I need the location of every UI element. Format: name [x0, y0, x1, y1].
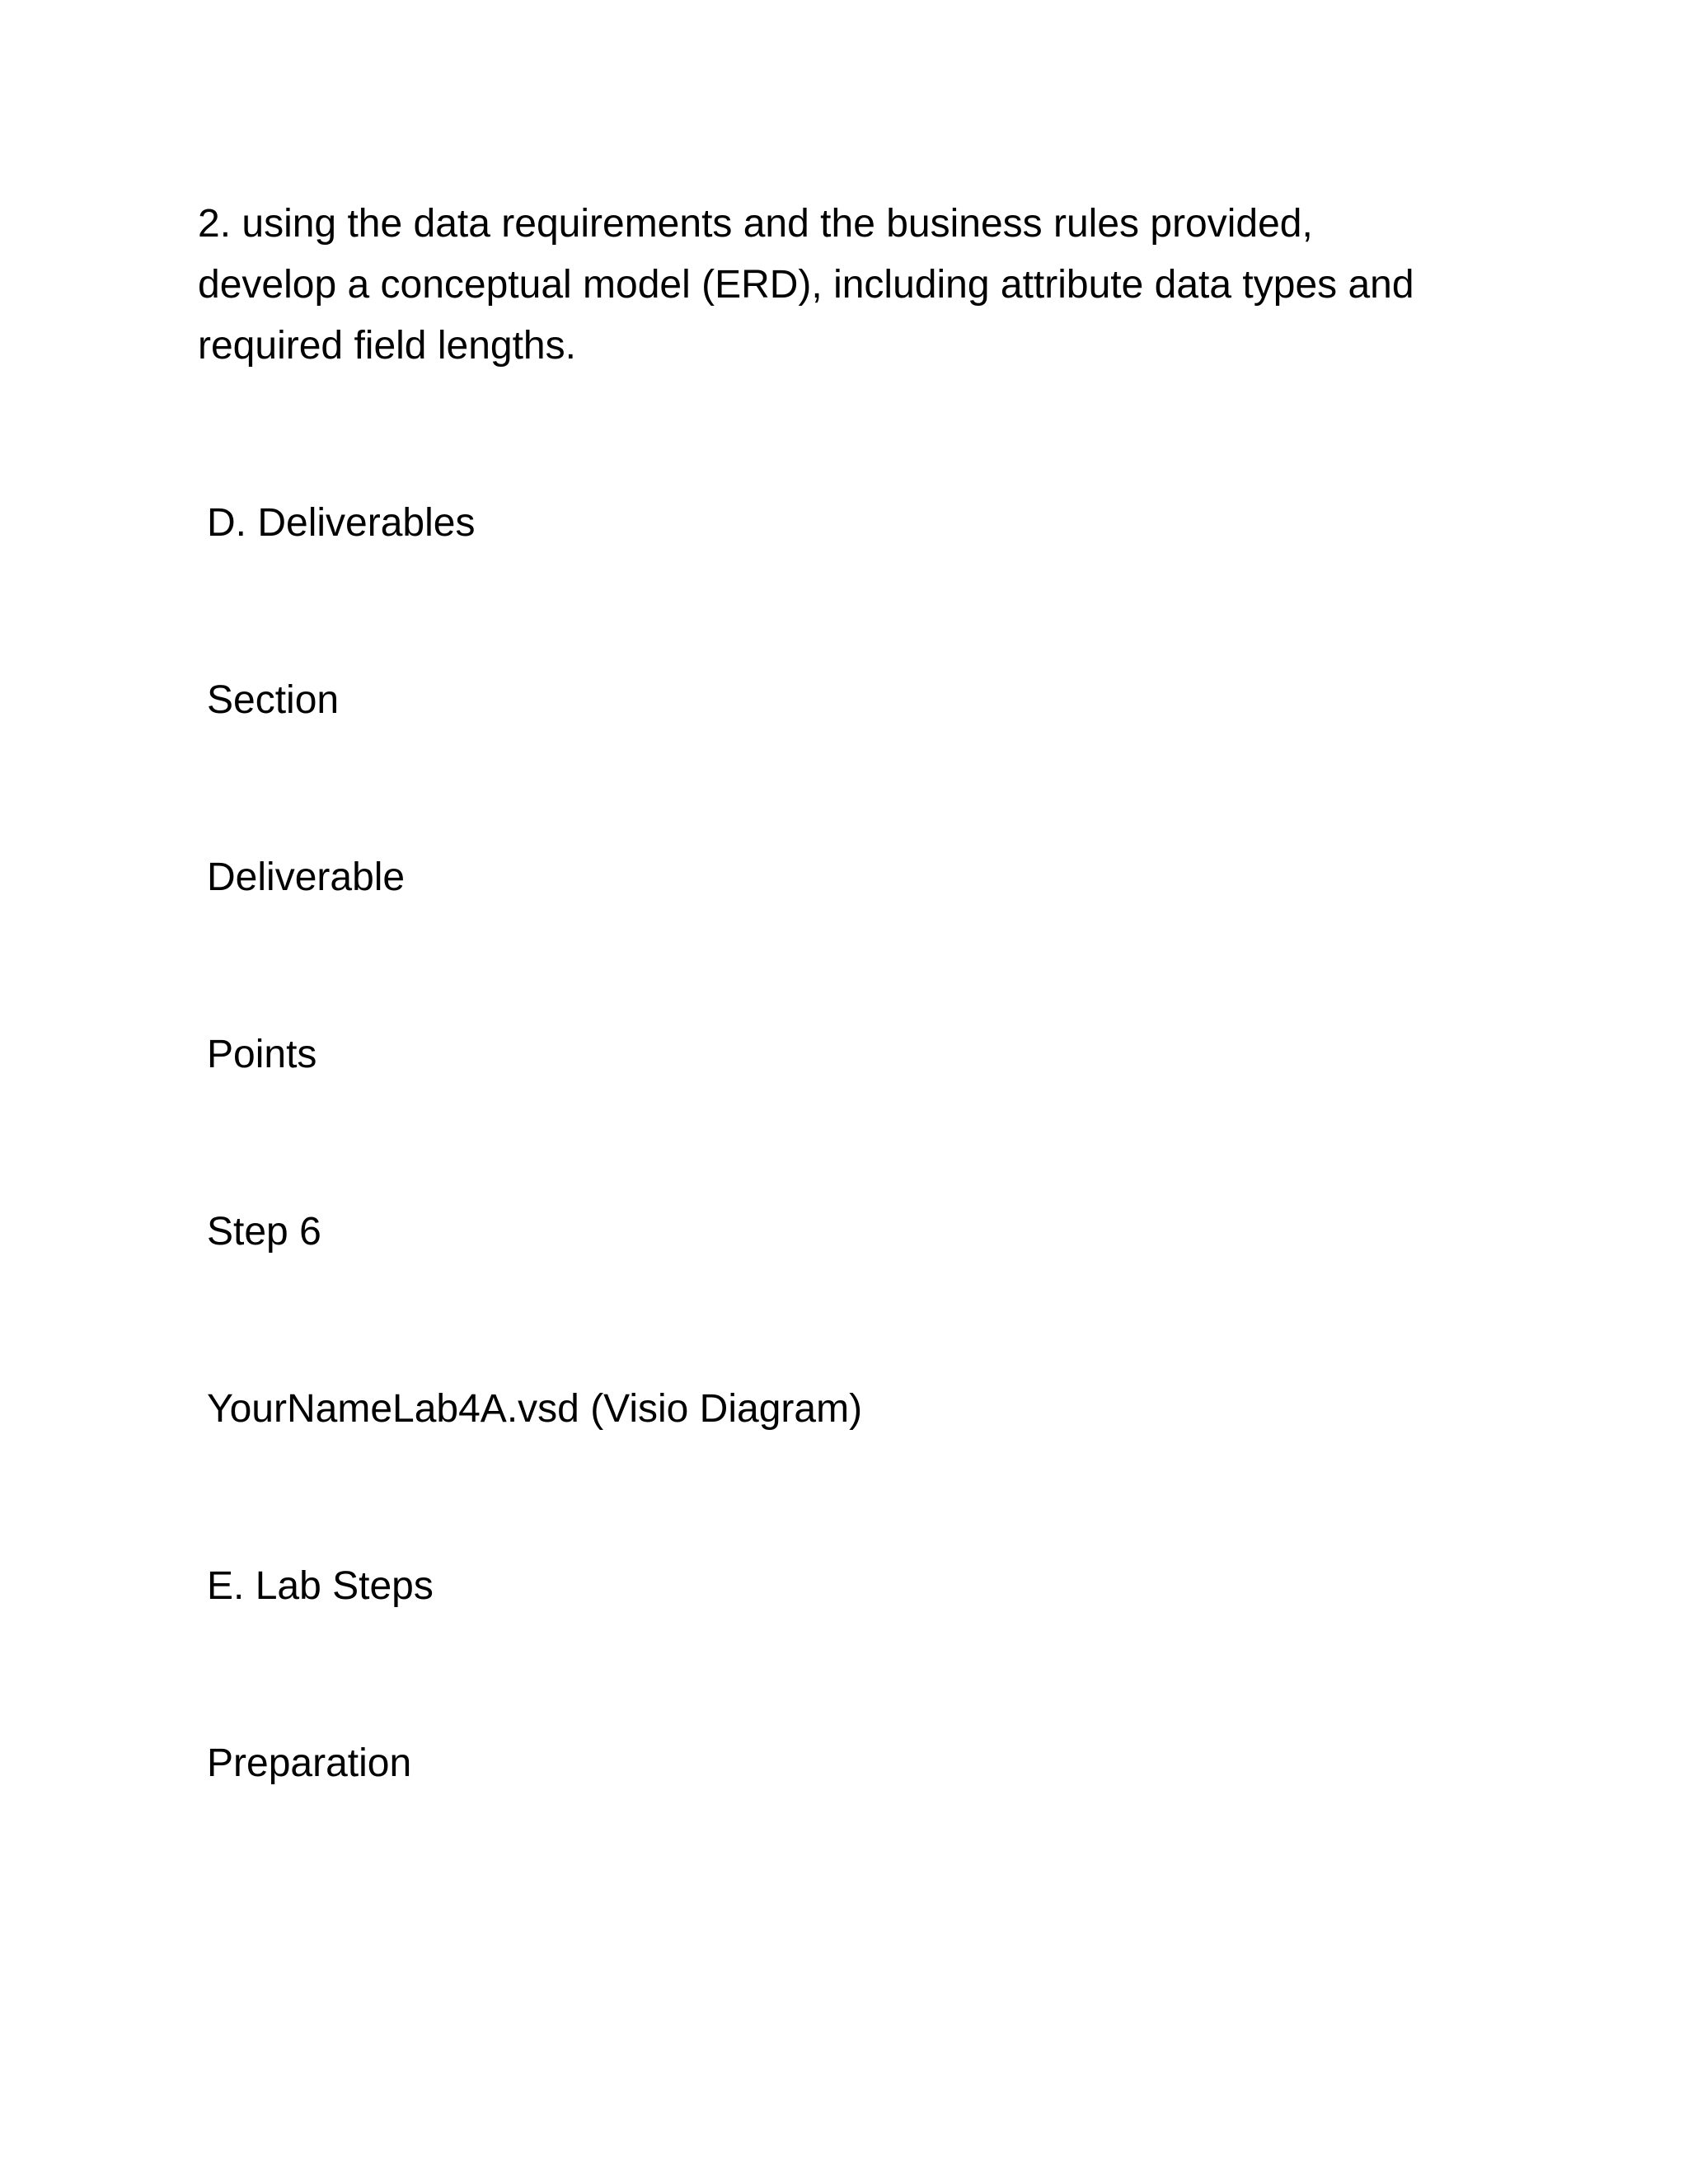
paragraph-line-3: required field lengths. — [198, 324, 576, 368]
label-preparation: Preparation — [207, 1741, 412, 1785]
label-points: Points — [207, 1033, 317, 1076]
label-step-6: Step 6 — [207, 1210, 321, 1254]
label-section: Section — [207, 678, 340, 722]
heading-lab-steps: E. Lab Steps — [207, 1564, 434, 1608]
paragraph-line-2: develop a conceptual model (ERD), including attribute data types and — [198, 263, 1414, 307]
deliverable-file-name: YourNameLab4A.vsd (Visio Diagram) — [207, 1387, 863, 1431]
heading-deliverables: D. Deliverables — [207, 501, 476, 545]
label-deliverable: Deliverable — [207, 855, 406, 899]
paragraph-line-1: 2. using the data requirements and the business rules provided, — [198, 202, 1313, 246]
